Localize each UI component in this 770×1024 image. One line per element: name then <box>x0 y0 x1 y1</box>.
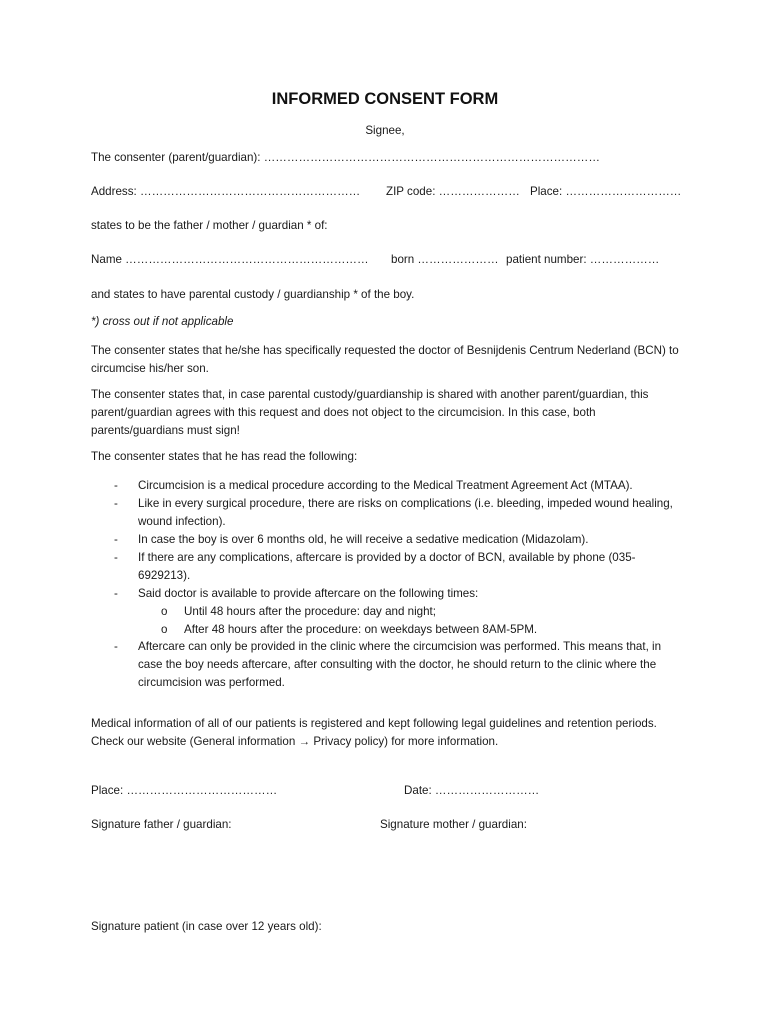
bullet-dash: - <box>114 551 118 564</box>
place-field[interactable]: Place: ………………………… <box>530 185 682 198</box>
aftercare-times-list <box>138 603 681 638</box>
list-item <box>91 585 681 638</box>
bullet-dash: - <box>114 533 118 546</box>
patient-number-field[interactable]: patient number: ……………… <box>506 253 660 266</box>
list-item-text: Like in every surgical procedure, there are risks on complications (i.e. bleeding, impeded wound healing, wound infection). <box>138 497 673 528</box>
privacy-paragraph <box>91 715 681 751</box>
list-item <box>91 549 681 585</box>
sub-list-item-text: After 48 hours after the procedure: on weekdays between 8AM-5PM. <box>184 622 538 636</box>
list-item <box>91 495 681 531</box>
request-paragraph: The consenter states that he/she has specifically requested the doctor of Besnijdenis Centrum Nederland (BCN) to circumcise his/her son. <box>91 344 679 375</box>
bullet-dash: - <box>114 479 118 492</box>
signature-mother-label[interactable]: Signature mother / guardian: <box>380 818 527 831</box>
arrow-right-icon: → <box>298 735 311 748</box>
child-name-field[interactable]: Name ……………………………………………………… <box>91 253 369 266</box>
list-item <box>91 638 681 692</box>
list-item-text: Circumcision is a medical procedure according to the Medical Treatment Agreement Act (MTAA). <box>138 479 633 492</box>
privacy-text-before: Medical information of all of our patients is registered and kept following legal guidelines and retention periods. Check our website (General information <box>91 717 657 748</box>
sub-list-item <box>138 621 681 639</box>
list-item-text: In case the boy is over 6 months old, he will receive a sedative medication (Midazolam). <box>138 533 589 546</box>
list-item-text: If there are any complications, aftercare is provided by a doctor of BCN, available by phone (035-6929213). <box>138 551 636 582</box>
cross-out-note: *) cross out if not applicable <box>91 315 234 328</box>
read-intro: The consenter states that he has read the following: <box>91 450 358 463</box>
parent-statement: states to be the father / mother / guardian * of: <box>91 219 328 232</box>
list-item-text: Said doctor is available to provide aftercare on the following times: <box>138 587 479 600</box>
sub-list-item <box>138 603 681 621</box>
information-list <box>91 477 681 692</box>
page-title: INFORMED CONSENT FORM <box>271 90 499 108</box>
born-field[interactable]: born ………………… <box>391 253 499 266</box>
signee-heading: Signee, <box>365 124 405 137</box>
signature-father-label[interactable]: Signature father / guardian: <box>91 818 232 831</box>
privacy-text-after: Privacy policy) for more information. <box>310 735 499 748</box>
signature-patient-label[interactable]: Signature patient (in case over 12 years old): <box>91 920 322 933</box>
bullet-dash: - <box>114 587 118 600</box>
place-signature-field[interactable]: Place: ………………………………… <box>91 784 278 797</box>
sub-list-item-text: Until 48 hours after the procedure: day and night; <box>184 605 436 618</box>
consenter-field[interactable]: The consenter (parent/guardian): …………………………………………………………………………… <box>91 151 600 164</box>
custody-statement: and states to have parental custody / guardianship * of the boy. <box>91 288 415 301</box>
sub-bullet-marker: o <box>161 622 168 636</box>
shared-custody-paragraph: The consenter states that, in case parental custody/guardianship is shared with another parent/guardian, this parent/guardian agrees with this request and does not object to the circumcision. In this case, both parents/guardians must sign! <box>91 388 649 437</box>
date-field[interactable]: Date: ……………………… <box>404 784 540 797</box>
bullet-dash: - <box>114 497 118 510</box>
list-item <box>91 477 681 495</box>
list-item <box>91 531 681 549</box>
bullet-dash: - <box>114 640 118 653</box>
zip-code-field[interactable]: ZIP code: ………………… <box>386 185 520 198</box>
list-item-text: Aftercare can only be provided in the clinic where the circumcision was performed. This means that, in case the boy needs aftercare, after consulting with the doctor, he should return to the clinic where the circumcision was performed. <box>138 640 662 689</box>
sub-bullet-marker: o <box>161 605 168 618</box>
address-field[interactable]: Address: ………………………………………………… <box>91 185 361 198</box>
